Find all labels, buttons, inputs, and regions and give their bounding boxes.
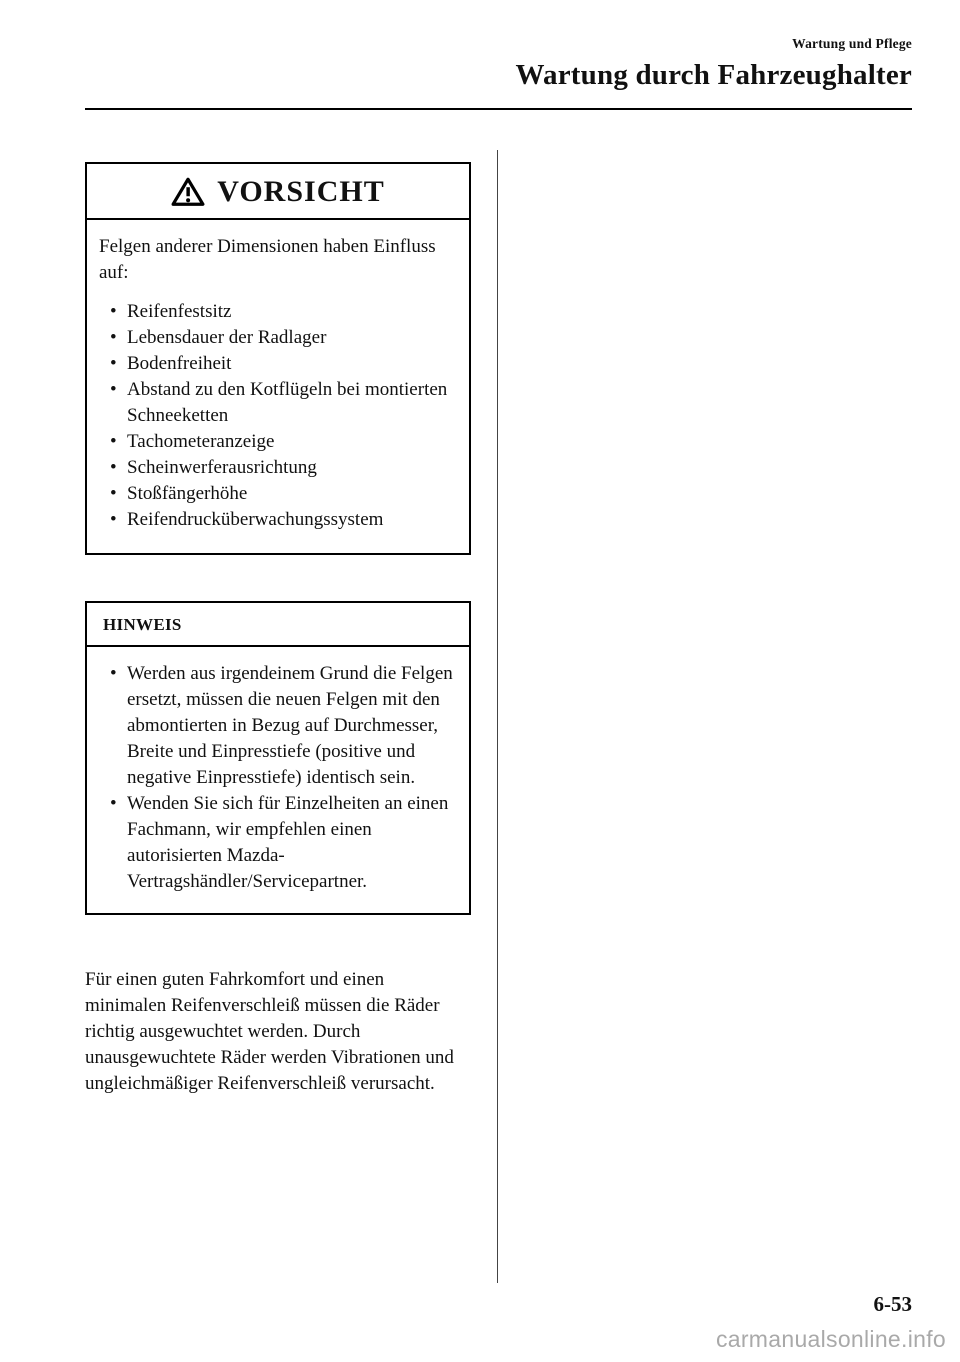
caution-box xyxy=(85,162,471,555)
note-title: HINWEIS xyxy=(103,615,182,634)
list-item: • Reifenfestsitz xyxy=(99,299,455,325)
page-title: Wartung durch Fahrzeughalter xyxy=(515,59,912,91)
note-box-header xyxy=(87,603,469,647)
list-item: • Werden aus irgendeinem Grund die Felgen ersetzt, müssen die neuen Felgen mit den abmontierten in Bezug auf Durchmesser, Breite und Einpresstiefe (positive und negative Einpresstiefe) identisch sein. xyxy=(99,661,457,791)
list-item: • Abstand zu den Kotflügeln bei montierten Schneeketten xyxy=(99,377,455,429)
list-item: • Scheinwerferausrichtung xyxy=(99,455,455,481)
caution-box-header xyxy=(87,164,469,220)
body-paragraph: Für einen guten Fahrkomfort und einen minimalen Reifenverschleiß müssen die Räder richtig ausgewuchtet werden. Durch unausgewuchtete Räder werden Vibrationen und ungleichmäßiger Reifenverschleiß verursacht. xyxy=(85,969,454,1094)
note-box xyxy=(85,601,471,915)
caution-title: VORSICHT xyxy=(217,175,385,208)
caution-intro: Felgen anderer Dimensionen haben Einfluss auf: xyxy=(99,236,436,283)
list-item: • Wenden Sie sich für Einzelheiten an einen Fachmann, wir empfehlen einen autorisierten Mazda-Vertragshändler/Servicepartner. xyxy=(99,791,457,895)
list-item: • Stoßfängerhöhe xyxy=(99,481,455,507)
page-header xyxy=(515,36,912,92)
list-item: • Reifendrucküberwachungssystem xyxy=(99,507,455,533)
list-item: • Bodenfreiheit xyxy=(99,351,455,377)
note-list xyxy=(99,661,457,895)
column-divider xyxy=(497,150,498,1283)
list-item: • Tachometeranzeige xyxy=(99,429,455,455)
left-column xyxy=(85,162,471,1097)
note-box-body xyxy=(87,647,469,913)
watermark: carmanualsonline.info xyxy=(715,1326,946,1352)
caution-box-body xyxy=(87,220,469,553)
header-rule xyxy=(85,108,912,110)
warning-triangle-icon xyxy=(171,177,205,207)
list-item: • Lebensdauer der Radlager xyxy=(99,325,455,351)
page-number: 6-53 xyxy=(873,1292,912,1316)
caution-list xyxy=(99,299,455,533)
section-label: Wartung und Pflege xyxy=(792,36,912,51)
